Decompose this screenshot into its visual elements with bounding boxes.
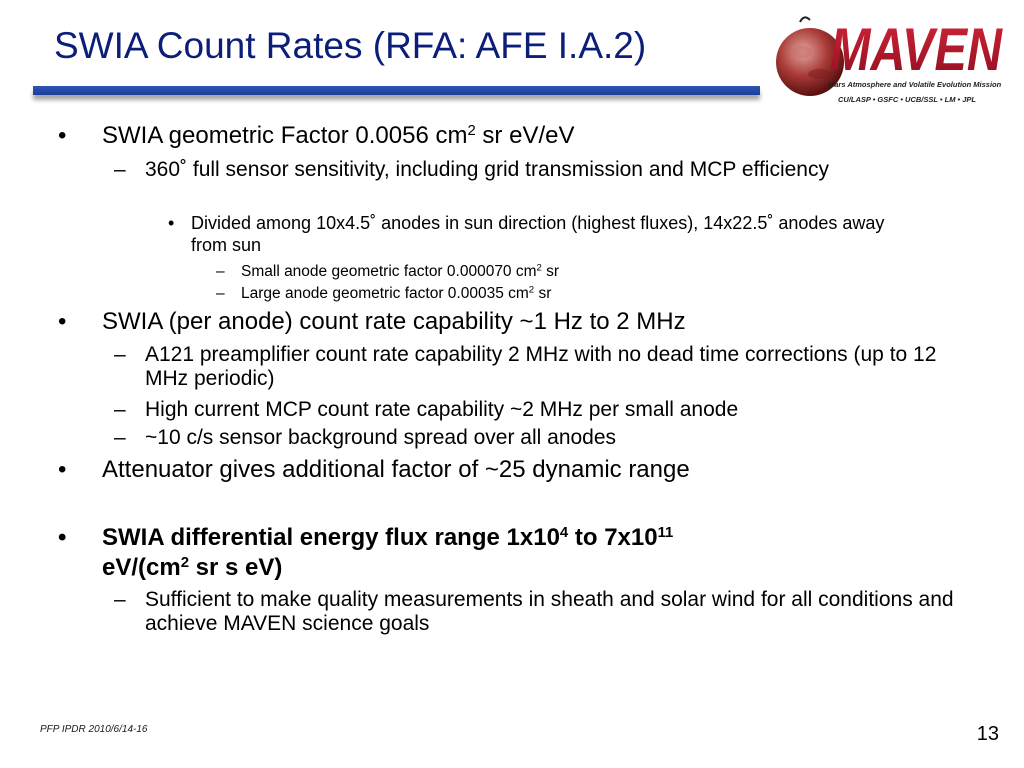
bullet-background xyxy=(114,426,954,450)
bullet-anodes xyxy=(168,212,908,256)
bullet-small-anode xyxy=(216,262,816,282)
bullet-text: Sufficient to make quality measurements in sheath and solar wind for all conditions and achieve MAVEN science goals xyxy=(145,588,954,635)
bullet-text: SWIA differential energy flux range $1x10^4$ to $7x10^{11}$ $eV/(cm^2$ sr s eV) xyxy=(102,524,674,581)
bullet-marker: • xyxy=(168,213,175,233)
page-number: 13 xyxy=(976,723,999,745)
title-rule xyxy=(33,86,760,95)
dash-marker: – xyxy=(114,343,126,366)
footer-text: PFP IPDR 2010/6/14-16 xyxy=(40,724,148,735)
bullet-sufficient xyxy=(114,588,954,636)
bullet-text: A121 preamplifier count rate capability 2 MHz with no dead time corrections (up to 12 MHz periodic) xyxy=(145,343,937,390)
bullet-preamplifier xyxy=(114,343,954,391)
bullet-text: Divided among 10x4.5˚ anodes in sun direction (highest fluxes), 14x22.5˚ anodes away from sun xyxy=(191,213,885,255)
logo-tagline: Mars Atmosphere and Volatile Evolution Mission xyxy=(828,80,1002,89)
logo-partners: CU/LASP • GSFC • UCB/SSL • LM • JPL xyxy=(838,95,977,104)
bullet-text: Large anode geometric factor 0.00035 $cm^2$ sr xyxy=(241,284,552,302)
bullet-text: 360˚ full sensor sensitivity, including grid transmission and MCP efficiency xyxy=(145,158,829,181)
dash-marker: – xyxy=(216,285,225,302)
bullet-marker: • xyxy=(58,308,67,335)
bullet-text: ~10 c/s sensor background spread over all anodes xyxy=(145,426,617,449)
bullet-mcp-capability xyxy=(114,398,954,422)
dash-marker: – xyxy=(114,398,126,421)
bullet-marker: • xyxy=(58,456,67,483)
bullet-text: Attenuator gives additional factor of ~25 dynamic range xyxy=(102,456,690,483)
bullet-full-sensor xyxy=(114,158,954,182)
dash-marker: – xyxy=(114,426,126,449)
logo-wordmark: MAVEN xyxy=(830,16,1004,83)
bullet-text: Small anode geometric factor 0.000070 $cm^2$ sr xyxy=(241,262,560,280)
slide-title: SWIA Count Rates (RFA: AFE I.A.2) xyxy=(54,25,647,66)
bullet-count-rate xyxy=(58,309,938,335)
dash-marker: – xyxy=(114,158,126,181)
bullet-attenuator xyxy=(58,457,938,483)
dash-marker: – xyxy=(216,263,225,280)
bullet-marker: • xyxy=(58,524,67,551)
bullet-energy-flux xyxy=(58,523,938,583)
bullet-marker: • xyxy=(58,122,67,149)
bullet-text: SWIA (per anode) count rate capability ~1 Hz to 2 MHz xyxy=(102,308,686,335)
bullet-text: SWIA geometric Factor 0.0056 $cm^2$ sr eV/eV xyxy=(102,122,575,149)
maven-logo xyxy=(770,12,1006,108)
bullet-geometric-factor xyxy=(58,123,938,149)
bullet-large-anode xyxy=(216,284,816,304)
dash-marker: – xyxy=(114,588,126,611)
bullet-text: High current MCP count rate capability ~2 MHz per small anode xyxy=(145,398,739,421)
